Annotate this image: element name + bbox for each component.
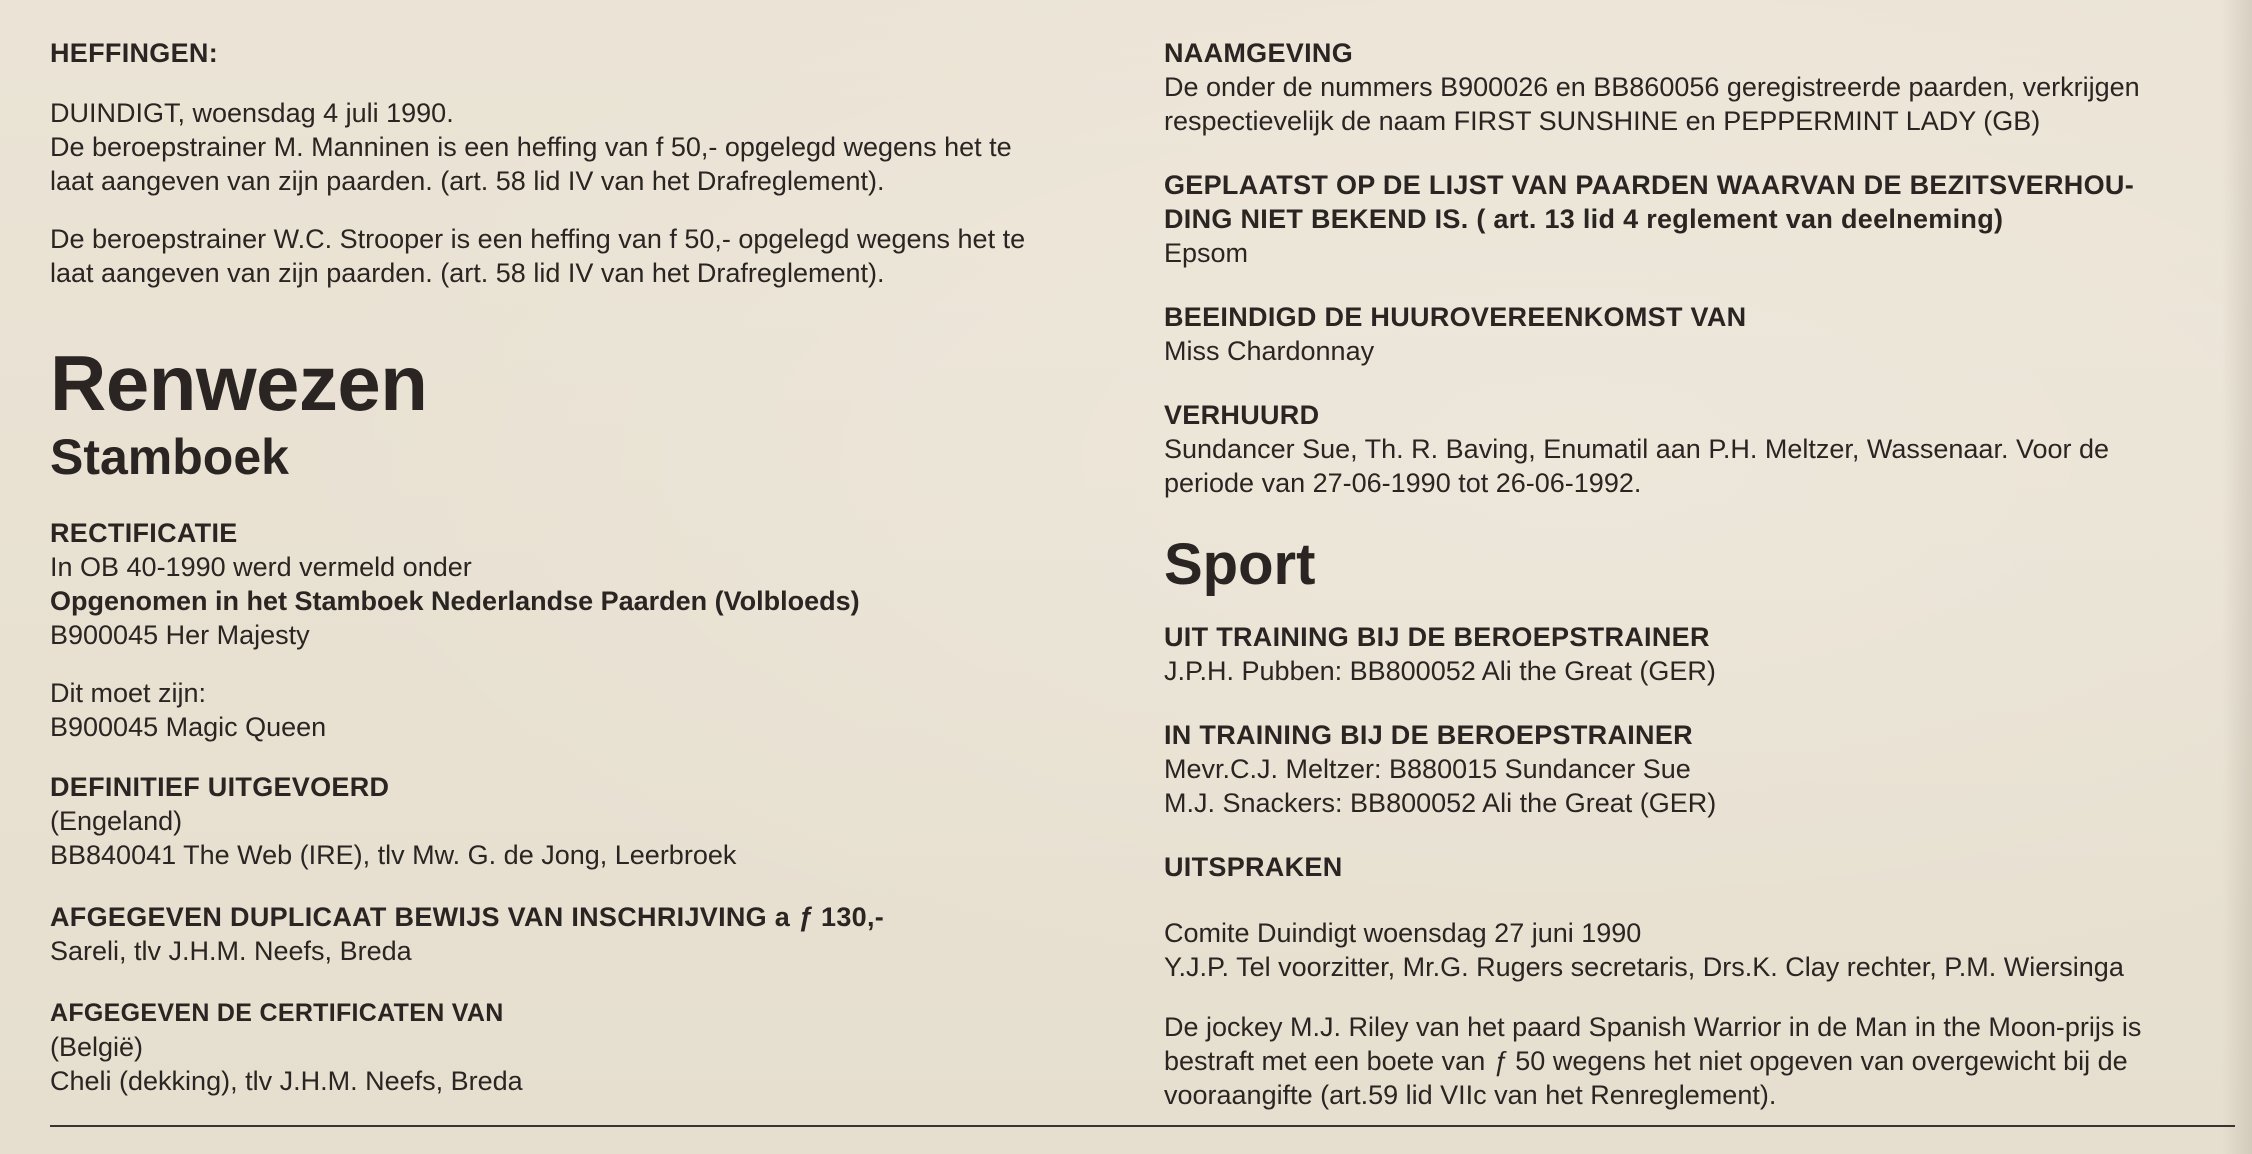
verhuurd-line2: periode van 27-06-1990 tot 26-06-1992. <box>1164 468 1642 498</box>
sport-title: Sport <box>1164 532 1316 597</box>
certificaten-section <box>50 996 1120 1098</box>
certificaten-line1: (België) <box>50 1032 144 1062</box>
uitspraken-heading: UITSPRAKEN <box>1164 852 1343 882</box>
uitspraken-p-line2-currency: ƒ <box>1492 1046 1508 1076</box>
naamgeving-line2: respectievelijk de naam FIRST SUNSHINE en PEPPERMINT LADY (GB) <box>1164 106 2041 136</box>
beeindigd-section <box>1164 300 2234 368</box>
duplicaat-heading <box>50 900 1120 934</box>
naamgeving-heading: NAAMGEVING <box>1164 38 1354 68</box>
definitief-line2: BB840041 The Web (IRE), tlv Mw. G. de Jong, Leerbroek <box>50 840 737 870</box>
uitspraken-p-line2-a: bestraft met een boete van <box>1164 1046 1486 1076</box>
heffingen-dateline: DUINDIGT, woensdag 4 juli 1990. <box>50 98 454 128</box>
beeindigd-heading: BEEINDIGD DE HUUROVEREENKOMST VAN <box>1164 302 1747 332</box>
uitspraken-p-line1: De jockey M.J. Riley van het paard Spanish Warrior in de Man in the Moon-prijs is <box>1164 1012 2142 1042</box>
rectificatie-section <box>50 516 1120 744</box>
geplaatst-heading-line1: GEPLAATST OP DE LIJST VAN PAARDEN WAARVAN DE BEZITSVERHOU- <box>1164 170 2134 200</box>
in-training-section <box>1164 718 2234 820</box>
definitief-section <box>50 770 1120 872</box>
duplicaat-heading-text: AFGEGEVEN DUPLICAAT BEWIJS VAN INSCHRIJVING a <box>50 902 791 932</box>
duplicaat-line1: Sareli, tlv J.H.M. Neefs, Breda <box>50 936 412 966</box>
geplaatst-heading-line2: DING NIET BEKEND IS. ( art. 13 lid 4 reglement van deelneming) <box>1164 204 2004 234</box>
in-training-heading: IN TRAINING BIJ DE BEROEPSTRAINER <box>1164 720 1693 750</box>
verhuurd-section <box>1164 398 2234 500</box>
definitief-line1: (Engeland) <box>50 806 183 836</box>
certificaten-heading: AFGEGEVEN DE CERTIFICATEN VAN <box>50 999 504 1027</box>
duplicaat-heading-amount: 130,- <box>821 902 885 932</box>
beeindigd-line1: Miss Chardonnay <box>1164 336 1375 366</box>
rectificatie-line2: Opgenomen in het Stamboek Nederlandse Paarden (Volbloeds) <box>50 586 860 616</box>
heffingen-heading: HEFFINGEN: <box>50 38 218 68</box>
duplicaat-heading-currency: ƒ <box>797 902 814 932</box>
naamgeving-section <box>1164 36 2234 138</box>
stamboek-title: Stamboek <box>50 429 289 485</box>
rectificatie-heading: RECTIFICATIE <box>50 518 238 548</box>
heffingen-p2-line2: laat aangeven van zijn paarden. (art. 58 lid IV van het Drafreglement). <box>50 258 885 288</box>
certificaten-line2: Cheli (dekking), tlv J.H.M. Neefs, Breda <box>50 1066 523 1096</box>
heffingen-section <box>50 36 1120 290</box>
uit-training-heading: UIT TRAINING BIJ DE BEROEPSTRAINER <box>1164 622 1710 652</box>
rectificatie-line3: B900045 Her Majesty <box>50 620 310 650</box>
in-training-line1: Mevr.C.J. Meltzer: B880015 Sundancer Sue <box>1164 754 1691 784</box>
heffingen-p1-line2: laat aangeven van zijn paarden. (art. 58 lid IV van het Drafreglement). <box>50 166 885 196</box>
left-column <box>50 36 1120 1128</box>
uitspraken-section <box>1164 850 2234 1112</box>
uit-training-section <box>1164 620 2234 688</box>
uitspraken-p-line3: vooraangifte (art.59 lid VIIc van het Renreglement). <box>1164 1080 1777 1110</box>
uit-training-line1: J.P.H. Pubben: BB800052 Ali the Great (GER) <box>1164 656 1716 686</box>
geplaatst-section <box>1164 168 2234 270</box>
uitspraken-p-line2 <box>1164 1044 2234 1078</box>
geplaatst-line1: Epsom <box>1164 238 1249 268</box>
rectificatie-line1: In OB 40-1990 werd vermeld onder <box>50 552 472 582</box>
verhuurd-line1: Sundancer Sue, Th. R. Baving, Enumatil aan P.H. Meltzer, Wassenaar. Voor de <box>1164 434 2110 464</box>
rectificatie-line4: Dit moet zijn: <box>50 678 207 708</box>
uitspraken-p-line2-b: 50 wegens het niet opgeven van overgewicht bij de <box>1515 1046 2128 1076</box>
duplicaat-section <box>50 900 1120 968</box>
heffingen-p1-line1: De beroepstrainer M. Manninen is een heffing van f 50,- opgelegd wegens het te <box>50 132 1012 162</box>
definitief-heading: DEFINITIEF UITGEVOERD <box>50 772 390 802</box>
naamgeving-line1: De onder de nummers B900026 en BB860056 geregistreerde paarden, verkrijgen <box>1164 72 2140 102</box>
heffingen-p2-line1: De beroepstrainer W.C. Strooper is een heffing van f 50,- opgelegd wegens het te <box>50 224 1026 254</box>
bottom-rule <box>50 1125 2235 1127</box>
rectificatie-line5: B900045 Magic Queen <box>50 712 327 742</box>
in-training-line2: M.J. Snackers: BB800052 Ali the Great (GER) <box>1164 788 1717 818</box>
right-column <box>1164 36 2234 1142</box>
renwezen-title: Renwezen <box>50 339 428 427</box>
verhuurd-heading: VERHUURD <box>1164 400 1320 430</box>
uitspraken-line1: Comite Duindigt woensdag 27 juni 1990 <box>1164 918 1642 948</box>
uitspraken-line2: Y.J.P. Tel voorzitter, Mr.G. Rugers secretaris, Drs.K. Clay rechter, P.M. Wiersinga <box>1164 952 2124 982</box>
